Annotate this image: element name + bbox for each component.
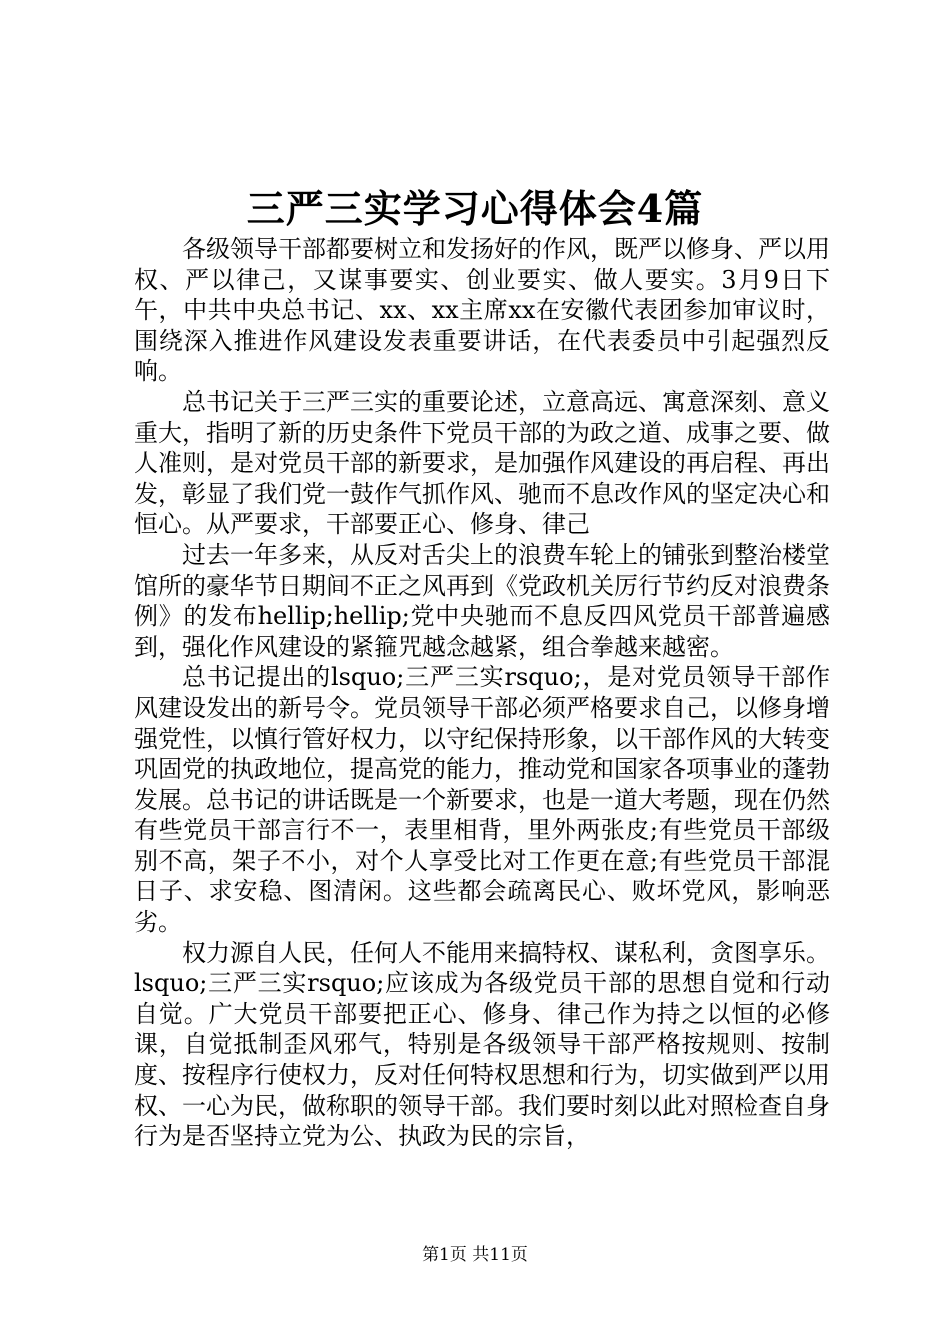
paragraph: 权力源自人民，任何人不能用来搞特权、谋私利，贪图享乐。lsquo;三严三实rsquo;应该成为各级党员干部的思想自觉和行动自觉。广大党员干部要把正心、修身、律己作为持之以恒的必修课，自觉抵制歪风邪气，特别是各级领导干部严格按规则、按制度、按程序行使权力，反对任何特权思想和行为，切实做到严以用权、一心为民，做称职的领导干部。我们要时刻以此对照检查自身行为是否坚持立党为公、执政为民的宗旨， [134, 938, 830, 1151]
document-title: 三严三实学习心得体会4篇 [246, 186, 704, 231]
paragraph: 各级领导干部都要树立和发扬好的作风，既严以修身、严以用权、严以律己，又谋事要实、创业要实、做人要实。3月9日下午，中共中央总书记、xx、xx主席xx在安徽代表团参加审议时，围绕深入推进作风建设发表重要讲话，在代表委员中引起强烈反响。 [134, 235, 830, 386]
paragraph: 过去一年多来，从反对舌尖上的浪费车轮上的铺张到整治楼堂馆所的豪华节日期间不正之风再到《党政机关厉行节约反对浪费条例》的发布hellip;hellip;党中央驰而不息反四风党员干部普遍感到，强化作风建设的紧箍咒越念越紧，组合拳越来越密。 [134, 540, 830, 661]
page-footer: 第1页 共11页 [422, 1245, 528, 1265]
paragraph: 总书记关于三严三实的重要论述，立意高远、寓意深刻、意义重大，指明了新的历史条件下党员干部的为政之道、成事之要、做人准则，是对党员干部的新要求，是加强作风建设的再启程、再出发，彰显了我们党一鼓作气抓作风、驰而不息改作风的坚定决心和恒心。从严要求，干部要正心、修身、律己 [134, 387, 830, 539]
paragraph: 总书记提出的lsquo;三严三实rsquo;，是对党员领导干部作风建设发出的新号令。党员领导干部必须严格要求自己，以修身增强党性，以慎行管好权力，以守纪保持形象，以干部作风的大转变巩固党的执政地位，提高党的能力，推动党和国家各项事业的蓬勃发展。总书记的讲话既是一个新要求，也是一道大考题，现在仍然有些党员干部言行不一，表里相背，里外两张皮;有些党员干部级别不高，架子不小，对个人享受比对工作更在意;有些党员干部混日子、求安稳、图清闲。这些都会疏离民心、败坏党风，影响恶劣。 [134, 663, 830, 937]
document-body [134, 234, 830, 1152]
